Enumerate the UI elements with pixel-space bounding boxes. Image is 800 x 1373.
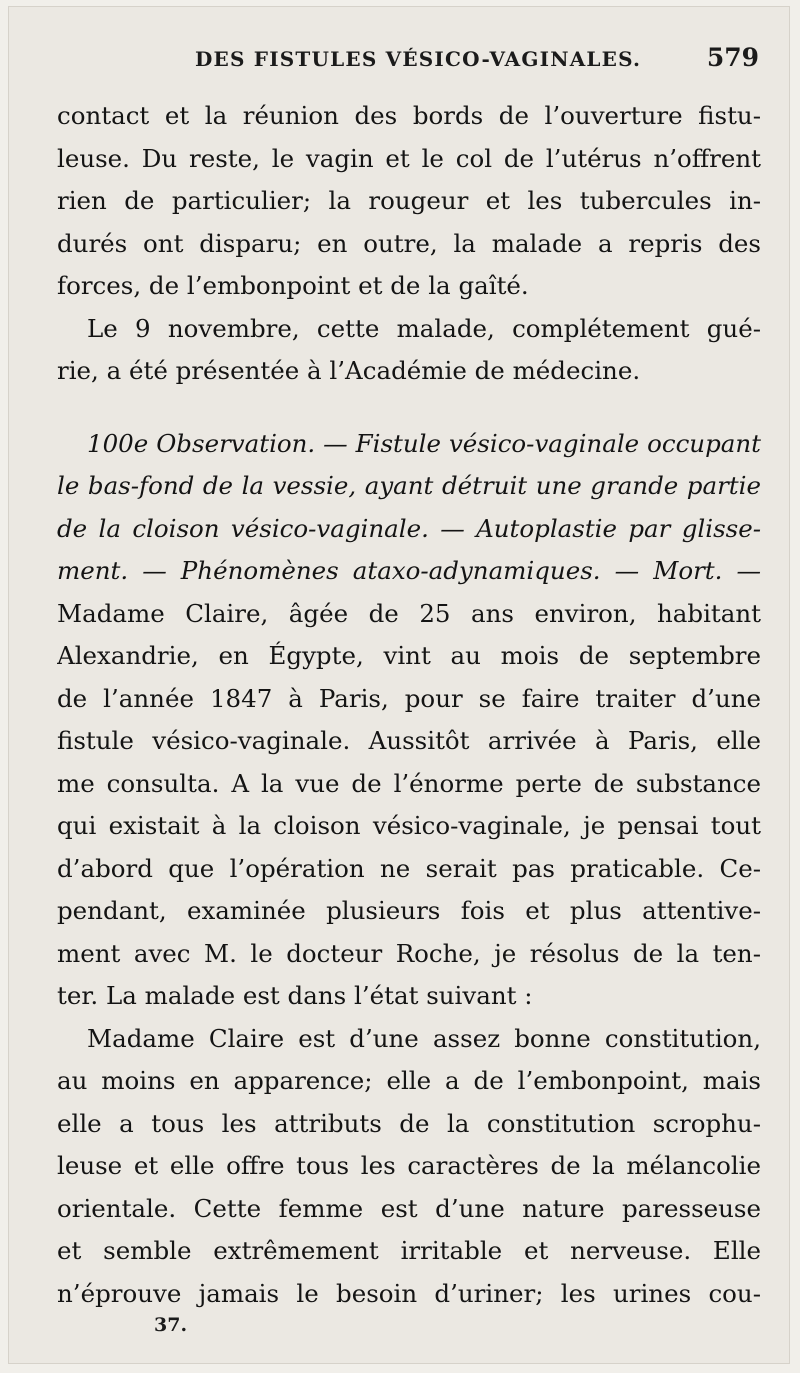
text-line: d’abord que l’opération ne serait pas praticable. Ce- [57,853,761,883]
page-number: 579 [706,43,759,72]
signature-mark: 37. [154,1314,188,1336]
observation-heading-line: 100e Observation. — Fistule vésico-vaginale occupant [87,428,761,458]
text-line: de l’année 1847 à Paris, pour se faire traiter d’une [57,683,761,713]
text-line: ter. La malade est dans l’état suivant : [57,981,533,1010]
observation-heading-line: ment. — Phénomènes ataxo-adynamiques. — Mort. — [57,556,761,585]
observation-heading-line: de la cloison vésico-vaginale. — Autoplastie par glisse- [57,513,761,543]
book-page-sheet [8,6,790,1364]
section-gap [57,393,761,423]
text-line: fistule vésico-vaginale. Aussitôt arrivée à Paris, elle [57,726,761,755]
text-line: pendant, examinée plusieurs fois et plus attentive- [57,896,761,925]
text-line: Le 9 novembre, cette malade, complétement gué- [87,313,761,343]
body-text [57,95,761,1315]
text-line: rien de particulier; la rougeur et les tubercules in- [57,186,761,215]
running-head [57,43,759,77]
observation-heading-line: le bas-fond de la vessie, ayant détruit une grande partie [57,471,761,500]
text-line: leuse et elle offre tous les caractères de la mélancolie [57,1151,761,1180]
text-line: Madame Claire, âgée de 25 ans environ, habitant [57,598,761,628]
text-line: contact et la réunion des bords de l’ouverture fistu- [57,101,761,130]
text-line: orientale. Cette femme est d’une nature paresseuse [57,1193,761,1223]
text-line: n’éprouve jamais le besoin d’uriner; les urines cou- [57,1278,761,1308]
text-line: au moins en apparence; elle a de l’embonpoint, mais [57,1066,761,1095]
text-line: Madame Claire est d’une assez bonne constitution, [87,1023,761,1053]
running-title: DES FISTULES VÉSICO-VAGINALES. [195,47,642,71]
text-line: leuse. Du reste, le vagin et le col de l’utérus n’offrent [57,143,761,173]
text-line: rie, a été présentée à l’Académie de médecine. [57,356,641,385]
text-line: ment avec M. le docteur Roche, je résolus de la ten- [57,938,761,968]
text-line: elle a tous les attributs de la constitution scrophu- [57,1108,761,1138]
text-line: qui existait à la cloison vésico-vaginale, je pensai tout [57,811,761,840]
text-line: me consulta. A la vue de l’énorme perte de substance [57,768,761,798]
text-line: Alexandrie, en Égypte, vint au mois de septembre [57,641,761,670]
text-line: et semble extrêmement irritable et nerveuse. Elle [57,1236,761,1265]
text-line: forces, de l’embonpoint et de la gaîté. [57,271,529,300]
text-line: durés ont disparu; en outre, la malade a repris des [57,228,761,258]
